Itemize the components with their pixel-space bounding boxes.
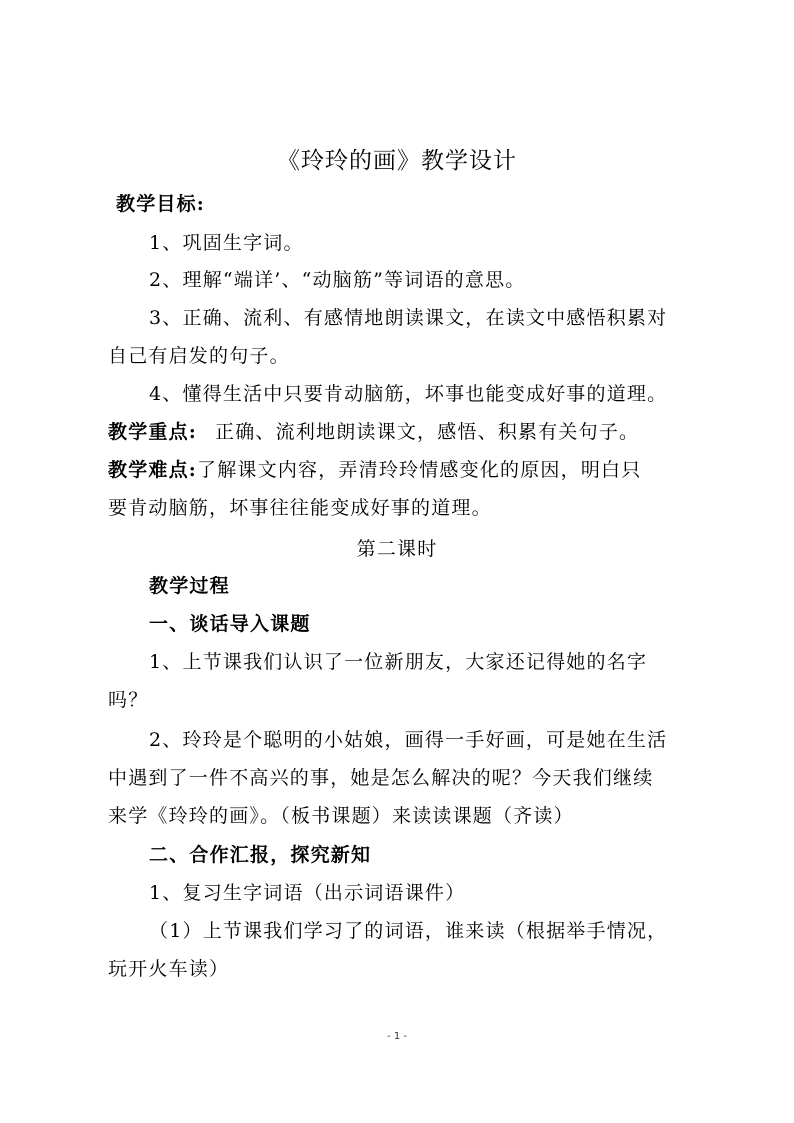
goal-item-3-line-2: 自己有启发的句子。 — [108, 345, 290, 367]
section-2-heading-text: 二、合作汇报，探究新知 — [149, 844, 372, 866]
goal-item-2: 2、理解“端详’、“动脑筋”等词语的意思。 — [149, 269, 526, 291]
section-2-item-1: 1、复习生字词语（出示词语课件） — [149, 882, 466, 904]
section-1-heading — [149, 612, 311, 636]
page-number: - 1 - — [387, 1031, 407, 1042]
difficulty-text-line-2: 要肯动脑筋，坏事往往能变成好事的道理。 — [108, 497, 492, 519]
section-1-item-1-line-2: 吗？ — [108, 689, 149, 711]
goal-item-3-line-1: 3、正确、流利、有感情地朗读课文，在读文中感悟积累对 — [149, 307, 668, 329]
difficulty-label: 教学难点: — [108, 459, 198, 481]
section-1-item-2-line-3: 来学《玲玲的画》。（板书课题）来读读课题（齐读） — [108, 805, 574, 827]
difficulty-text-line-1: 了解课文内容，弄清玲玲情感变化的原因，明白只 — [197, 459, 642, 481]
section-1-item-2-line-2: 中遇到了一件不高兴的事，她是怎么解决的呢？今天我们继续 — [108, 767, 654, 789]
document-title: 《玲玲的画》教学设计 — [277, 148, 517, 174]
goal-item-1: 1、巩固生字词。 — [149, 232, 304, 254]
section-2-sub-1-line-1: （1）上节课我们学习了的词语，谁来读（根据举手情况， — [149, 920, 668, 942]
section-2-sub-1-line-2: 玩开火车读） — [108, 958, 230, 980]
section-1-item-1-line-1: 1、上节课我们认识了一位新朋友，大家还记得她的名字 — [149, 651, 648, 673]
section-1-item-2-line-1: 2、玲玲是个聪明的小姑娘，画得一手好画，可是她在生活 — [149, 729, 668, 751]
key-points-label: 教学重点: — [108, 421, 198, 443]
difficulty-row — [108, 458, 641, 482]
key-points-row — [108, 420, 639, 444]
section-2-heading — [149, 843, 371, 867]
key-points-text: 正确、流利地朗读课文，感悟、积累有关句子。 — [215, 421, 640, 443]
lesson-period: 第二课时 — [356, 538, 438, 560]
process-heading: 教学过程 — [149, 575, 230, 597]
goals-heading: 教学目标: — [116, 193, 206, 215]
section-1-heading-text: 一、谈话导入课题 — [149, 613, 311, 635]
goal-item-4: 4、懂得生活中只要肯动脑筋，坏事也能变成好事的道理。 — [149, 383, 668, 405]
